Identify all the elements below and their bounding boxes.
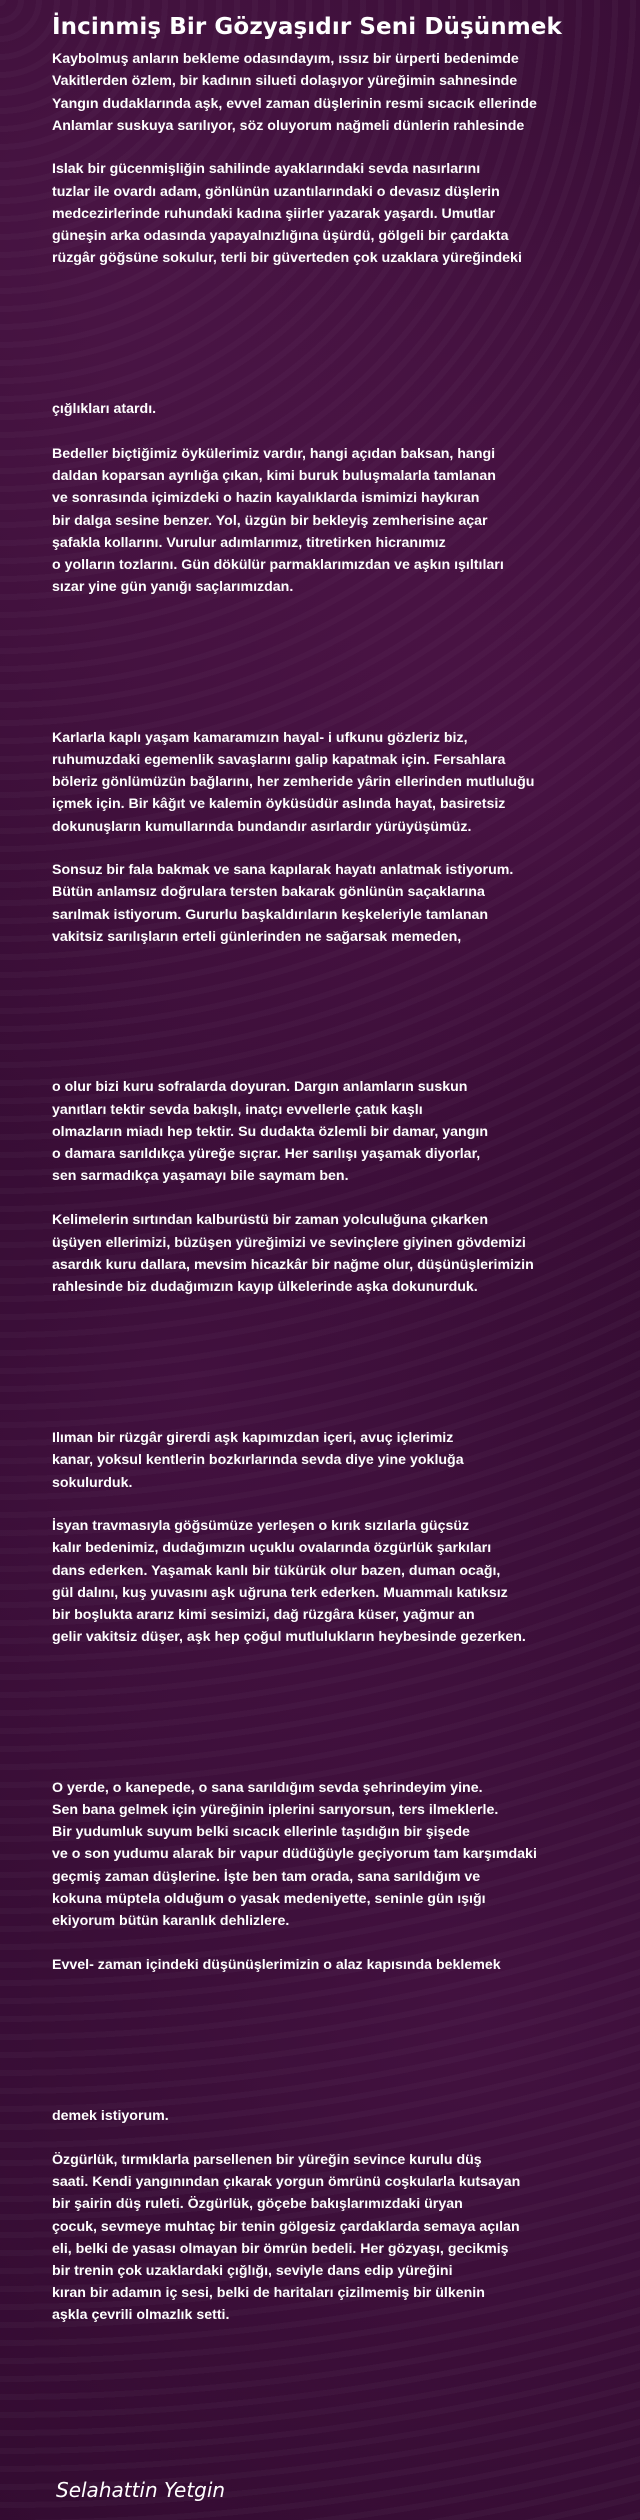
poem-line: ruhumuzdaki egemenlik savaşlarını galip kapatmak için. Fersahlara — [52, 752, 506, 768]
poem-line: Bütün anlamsız doğrulara tersten bakarak gönlünün saçaklarına — [52, 884, 485, 900]
poem-line: rahlesinde biz dudağımızın kayıp ülkelerinde aşka dokunurduk. — [52, 1279, 478, 1295]
poem-line: böleriz gönlümüzün bağlarını, her zemheride yârin ellerinden mutluluğu — [52, 774, 535, 790]
poem-line: olmazların miadı hep tektir. Su dudakta özlemli bir damar, yangın — [52, 1124, 488, 1140]
poem-line: sızar yine gün yanığı saçlarımızdan. — [52, 579, 294, 595]
poem-line: bir dalga sesine benzer. Yol, üzgün bir bekleyiş zemherisine açar — [52, 513, 488, 529]
poem-line: eli, belki de yasası olmayan bir ömrün bedeli. Her gözyaşı, gecikmiş — [52, 2241, 509, 2257]
poem-line: vakitsiz sarılışların erteli günlerinden ne sağarsak memeden, — [52, 929, 462, 945]
poem-line: demek istiyorum. — [52, 2108, 169, 2124]
poem-line: ekiyorum bütün karanlık dehlizlere. — [52, 1913, 290, 1929]
poem-line: dans ederken. Yaşamak kanlı bir tükürük olur bazen, duman ocağı, — [52, 1563, 501, 1579]
poem-line: gelir vakitsiz düşer, aşk hep çoğul mutlulukların heybesinde gezerken. — [52, 1629, 526, 1645]
poem-line: sokulurduk. — [52, 1475, 133, 1491]
poem-line: dokunuşların kumullarında bundandır asırlardır yürüyüşümüz. — [52, 819, 472, 835]
poem-line: Bir yudumluk suyum belki sıcacık ellerinle taşıdığın bir şişede — [52, 1824, 470, 1840]
poem-line: kanar, yoksul kentlerin bozkırlarında sevda diye yine yokluğa — [52, 1452, 464, 1468]
poem-line: Kaybolmuş anların bekleme odasındayım, ıssız bir ürperti bedenimde — [52, 51, 519, 67]
poem-line: kokuna müptela olduğum o yasak medeniyette, seninle gün ışığı — [52, 1891, 486, 1907]
poem-line: Vakitlerden özlem, bir kadının silueti dolaşıyor yüreğimin sahnesinde — [52, 73, 518, 89]
poem-line: Islak bir gücenmişliğin sahilinde ayaklarındaki sevda nasırlarını — [52, 161, 481, 177]
poem-line: kalır bedenimiz, dudağımızın uçuklu ovalarında özgürlük şarkıları — [52, 1540, 492, 1556]
poem-line: Anlamlar suskuya sarılıyor, söz oluyorum nağmeli dünlerin rahlesinde — [52, 118, 525, 134]
poem-line: o olur bizi kuru sofralarda doyuran. Dargın anlamların suskun — [52, 1079, 468, 1095]
poem-line: tuzlar ile ovardı adam, gönlünün uzantılarındaki o devasız düşlerin — [52, 184, 500, 200]
poem-line: Sonsuz bir fala bakmak ve sana kapılarak hayatı anlatmak istiyorum. — [52, 862, 514, 878]
poem-line: sen sarmadıkça yaşamayı bile saymam ben. — [52, 1168, 349, 1184]
poem-line: Sen bana gelmek için yüreğinin iplerini sarıyorsun, ters ilmeklerle. — [52, 1802, 499, 1818]
poem-line: o yolların tozlarını. Gün dökülür parmaklarımızdan ve aşkın ışıltıları — [52, 557, 504, 573]
poem-line: aşkla çevrili olmazlık setti. — [52, 2307, 230, 2323]
poem-line: saati. Kendi yangınından çıkarak yorgun ömrünü coşkularla kutsayan — [52, 2174, 521, 2190]
poem-line: o damara sarıldıkça yüreğe sıçrar. Her sarılışı yaşamak diyorlar, — [52, 1146, 481, 1162]
poem-title: İncinmiş Bir Gözyaşıdır Seni Düşünmek — [52, 14, 562, 40]
poem-line: Özgürlük, tırmıklarla parsellenen bir yüreğin sevince kurulu düş — [52, 2152, 482, 2168]
poem-line: içmek için. Bir kâğıt ve kalemin öyküsüdür aslında hayat, basiretsiz — [52, 796, 506, 812]
poem-line: Yangın dudaklarında aşk, evvel zaman düşlerinin resmi sıcacık ellerinde — [52, 96, 537, 112]
author-signature: Selahattin Yetgin — [56, 2478, 226, 2502]
poem-line: güneşin arka odasında yapayalnızlığına üşürdü, gölgeli bir çardakta — [52, 228, 509, 244]
poem-line: Karlarla kaplı yaşam kamaramızın hayal- i ufkunu gözleriz biz, — [52, 730, 468, 746]
poem-line: Kelimelerin sırtından kalburüstü bir zaman yolculuğuna çıkarken — [52, 1212, 488, 1228]
poem-line: yanıtları tektir sevda bakışlı, inatçı evvellerle çatık kaşlı — [52, 1102, 423, 1118]
poem-line: şafakla kollarını. Vurulur adımlarımız, titretirken hicranımız — [52, 535, 446, 551]
poem-line: daldan koparsan ayrılığa çıkan, kimi buruk buluşmalarla tamlanan — [52, 468, 496, 484]
poem-line: çığlıkları atardı. — [52, 401, 157, 417]
poem-line: medcezirlerinde ruhundaki kadına şiirler yazarak yaşardı. Umutlar — [52, 206, 496, 222]
poem-line: İsyan travmasıyla göğsümüze yerleşen o kırık sızılarla güçsüz — [52, 1518, 470, 1534]
poem-line: ve sonrasında içimizdeki o hazin kayalıklarda ismimizi haykıran — [52, 490, 480, 506]
poem-line: sarılmak istiyorum. Gururlu başkaldırıların keşkeleriyle tamlanan — [52, 907, 489, 923]
poem-line: Bedeller biçtiğimiz öykülerimiz vardır, hangi açıdan baksan, hangi — [52, 446, 496, 462]
poem-line: kıran bir adamın iç sesi, belki de haritaları çizilmemiş bir ülkenin — [52, 2285, 485, 2301]
poem-line: geçmiş zaman düşlerine. İşte ben tam orada, sana sarıldığım ve — [52, 1869, 481, 1885]
poem-line: asardık kuru dallara, mevsim hicazkâr bir nağme olur, düşünüşlerimizin — [52, 1257, 534, 1273]
poem-line: çocuk, sevmeye muhtaç bir tenin gölgesiz çardaklarda semaya açılan — [52, 2219, 520, 2235]
poem-line: bir boşlukta ararız kimi sesimizi, dağ rüzgâra küser, yağmur an — [52, 1607, 475, 1623]
poem-line: Evvel- zaman içindeki düşünüşlerimizin o alaz kapısında beklemek — [52, 1957, 501, 1973]
poem-line: üşüyen ellerimizi, büzüşen yüreğimizi ve sevinçlere giyinen gövdemizi — [52, 1235, 526, 1251]
poem-line: O yerde, o kanepede, o sana sarıldığım sevda şehrindeyim yine. — [52, 1780, 483, 1796]
poem-line: Ilıman bir rüzgâr girerdi aşk kapımızdan içeri, avuç içlerimiz — [52, 1430, 454, 1446]
poem-line: bir trenin çok uzaklardaki çığlığı, seviyle dans edip yüreğini — [52, 2263, 453, 2279]
poem-line: gül dalını, kuş yuvasını aşk uğruna terk ederken. Muammalı katıksız — [52, 1585, 508, 1601]
poem-line: rüzgâr göğsüne sokulur, terli bir güverteden çok uzaklara yüreğindeki — [52, 250, 522, 266]
poem-line: bir şairin düş ruleti. Özgürlük, göçebe bakışlarımızdaki üryan — [52, 2196, 463, 2212]
poem-line: ve o son yudumu alarak bir vapur düdüğüyle geçiyorum tam karşımdaki — [52, 1846, 537, 1862]
